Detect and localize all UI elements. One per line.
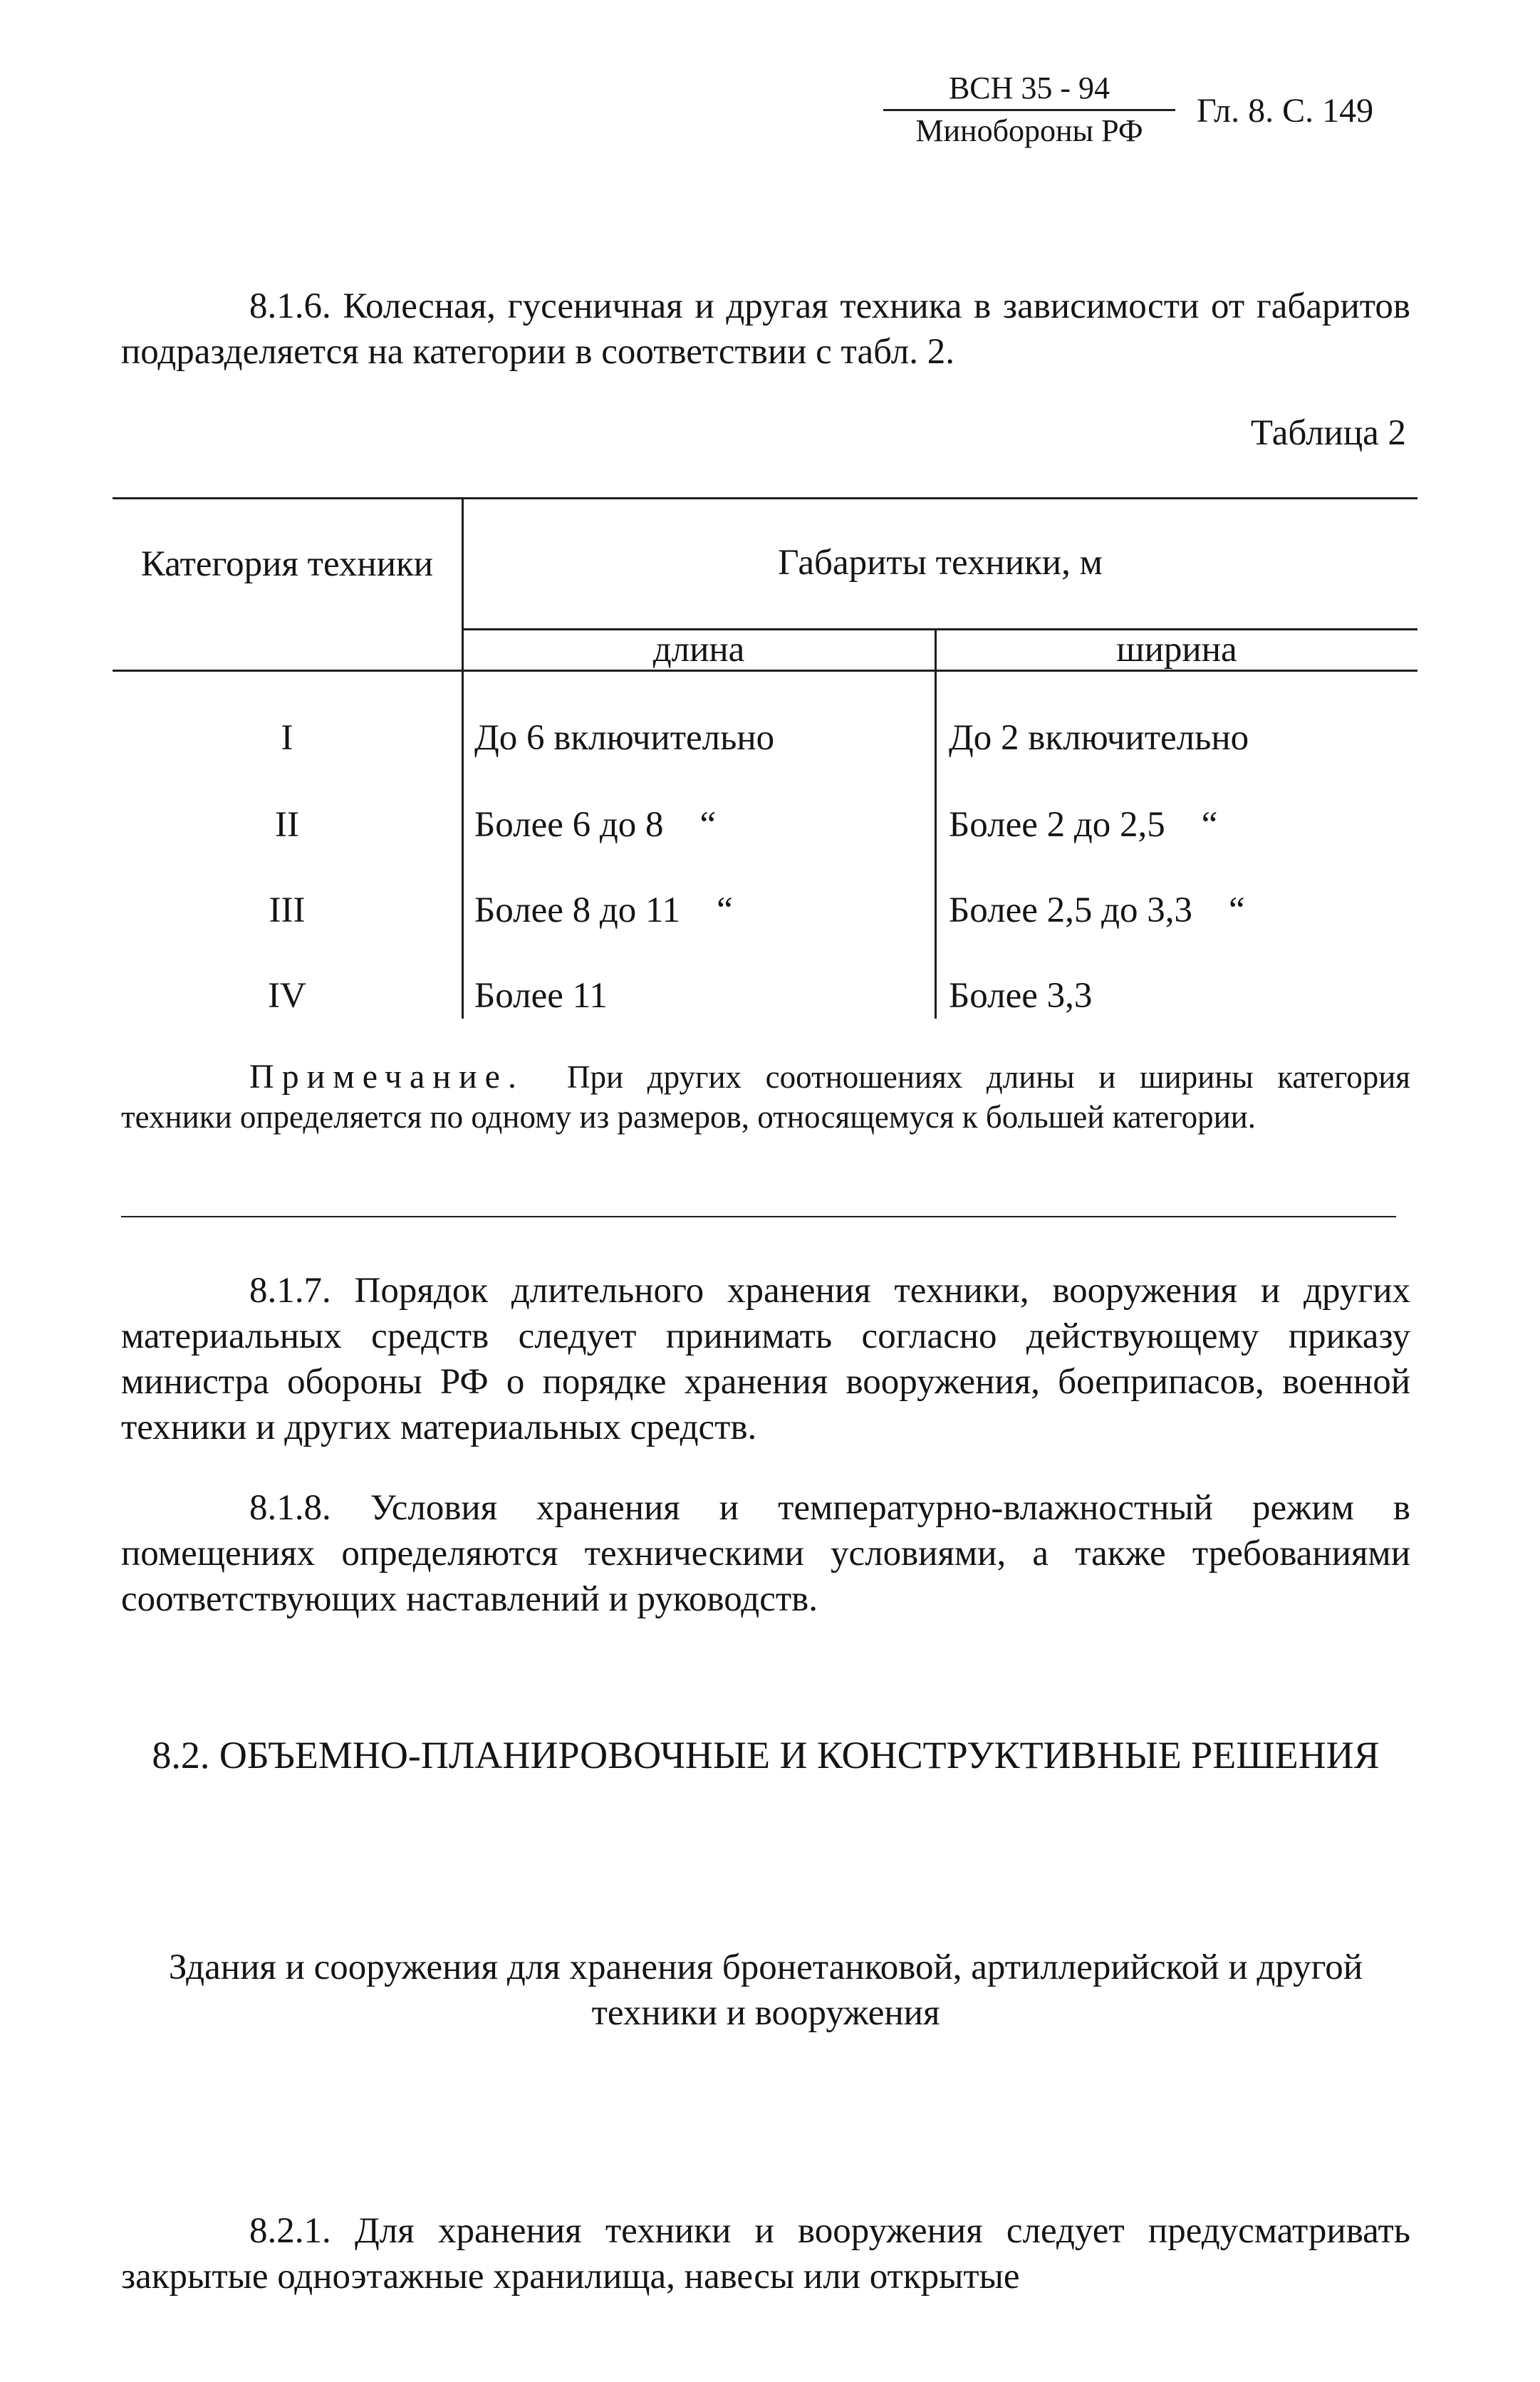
header-page-ref: Гл. 8. С. 149 bbox=[1197, 92, 1374, 130]
table-cell-category: III bbox=[269, 890, 306, 930]
table-top-rule bbox=[113, 497, 1417, 499]
table-cell-category: IV bbox=[268, 976, 306, 1016]
table-header-length: длина bbox=[652, 630, 745, 670]
table-divider-dimensions bbox=[935, 630, 937, 1019]
table-header-dimensions: Габариты техники, м bbox=[778, 543, 1103, 583]
paragraph-8-2-1: 8.2.1. Для хранения техники и вооружения следует предусматривать закрытые одноэтажные хранилища, навесы или открытые bbox=[121, 2211, 1410, 2297]
table-note bbox=[121, 1057, 1410, 1137]
table-header-category: Категория техники bbox=[140, 544, 434, 584]
table-cell-category: I bbox=[281, 718, 293, 758]
section-title: 8.2. ОБЪЕМНО-ПЛАНИРОВОЧНЫЕ И КОНСТРУКТИВНЫЕ РЕШЕНИЯ bbox=[152, 1734, 1380, 1777]
note-label: Примечание. bbox=[249, 1058, 524, 1096]
table-cell-width: Более 2 до 2,5 “ bbox=[949, 805, 1218, 845]
table-cell-length: Более 8 до 11 “ bbox=[474, 890, 733, 930]
table-cell-width: Более 3,3 bbox=[949, 976, 1093, 1016]
note-divider bbox=[121, 1216, 1396, 1217]
header-divider bbox=[883, 109, 1175, 111]
table-cell-length: Более 11 bbox=[474, 976, 608, 1016]
paragraph-8-1-6: 8.1.6. Колесная, гусеничная и другая техника в зависимости от габаритов подразделяется на категории в соответствии с табл. 2. bbox=[121, 286, 1410, 372]
section-subtitle: Здания и сооружения для хранения бронетанковой, артиллерийской и другой техники и вооружения bbox=[168, 1947, 1363, 2033]
table-header-width: ширина bbox=[1116, 630, 1237, 670]
paragraph-8-1-7: 8.1.7. Порядок длительного хранения техники, вооружения и других материальных средств следует принимать согласно действующему приказу министра обороны РФ о порядке хранения вооружения, боеприпасов, военной техники и других материальных средств. bbox=[121, 1271, 1410, 1447]
note-text: При других соотношениях длины и ширины категория техники определяется по одному из размеров, относящемуся к большей категории. bbox=[121, 1059, 1410, 1135]
header-code: ВСН 35 - 94 bbox=[948, 71, 1110, 105]
table-cell-length: Более 6 до 8 “ bbox=[474, 805, 717, 845]
table-cell-category: II bbox=[275, 805, 299, 845]
table-cell-length: До 6 включительно bbox=[474, 718, 775, 758]
header-org: Минобороны РФ bbox=[915, 113, 1143, 148]
paragraph-8-1-8: 8.1.8. Условия хранения и температурно-влажностный режим в помещениях определяются техническими условиями, а также требованиями соответствующих наставлений и руководств. bbox=[121, 1488, 1410, 1619]
table-caption: Таблица 2 bbox=[1250, 413, 1406, 453]
table-cell-width: Более 2,5 до 3,3 “ bbox=[949, 890, 1245, 930]
table-cell-width: До 2 включительно bbox=[949, 718, 1249, 758]
